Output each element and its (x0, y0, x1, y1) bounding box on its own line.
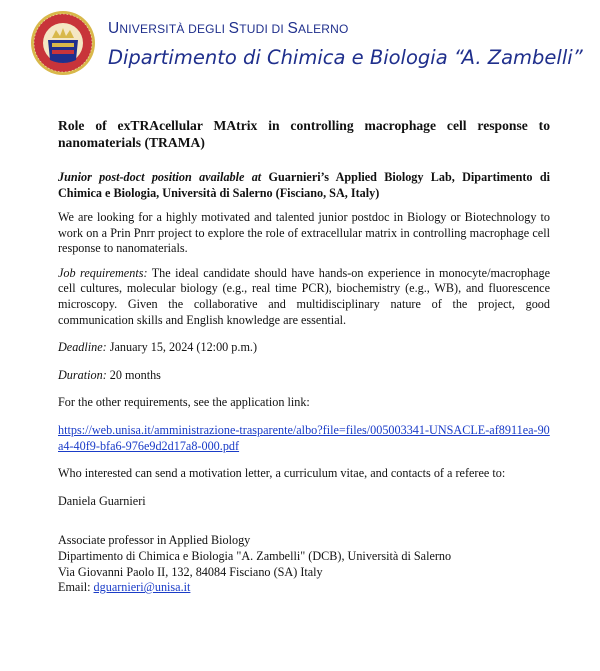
contact-name: Daniela Guarnieri (58, 493, 146, 508)
deadline-line (58, 340, 550, 356)
position-subtitle (58, 169, 550, 201)
duration-value: 20 months (106, 367, 161, 382)
requirements-paragraph (58, 266, 550, 328)
document-title: Role of exTRAcellular MAtrix in controlling macrophage cell response to nanomaterials (TRAMA) (58, 118, 550, 150)
duration-line (58, 368, 550, 384)
deadline-value: January 15, 2024 (12:00 p.m.) (106, 340, 258, 355)
email-link[interactable]: dguarnieri@unisa.it (93, 580, 191, 595)
department-name: Dipartimento di Chimica e Biologia “A. Zambelli” (108, 46, 583, 69)
contact-block (58, 533, 550, 595)
university-name: UNIVERSITÀ DEGLI STUDI DI SALERNO (108, 20, 349, 37)
contact-address: Via Giovanni Paolo II, 132, 84084 Fisciano (SA) Italy (58, 564, 323, 579)
duration-label: Duration: (58, 367, 107, 382)
application-link-line (58, 423, 550, 454)
document-body (58, 118, 550, 596)
letterhead (20, 8, 590, 80)
contact-department: Dipartimento di Chimica e Biologia "A. Zambelli" (DCB), Università di Salerno (58, 548, 452, 563)
application-link[interactable]: https://web.unisa.it/amministrazione-trasparente/albo?file=files/005003341-UNSACLE-af8911ea-90a4-40f9-bfa6-976e9d2d17a8-000.pdf (58, 422, 550, 453)
requirements-text: The ideal candidate should have hands-on experience in monocyte/macrophage cell cultures, molecular biology (e.g., real time PCR), biochemistry (e.g., WB), and fluorescence microscopy. Given the collaborative and multidisciplinary nature of the project, good communication skills and English knowledge are essential. (58, 265, 551, 327)
contact-email-line (58, 580, 550, 596)
other-requirements-text: For the other requirements, see the application link: (58, 395, 310, 410)
contact-role: Associate professor in Applied Biology (58, 533, 251, 548)
subtitle-lab: Guarnieri’s Applied Biology Lab, Dipartimento di Chimica e Biologia, Università di Salerno (Fisciano, SA, Italy) (58, 170, 550, 200)
deadline-label: Deadline: (58, 340, 107, 355)
university-seal-icon (30, 10, 96, 76)
email-label: Email: (58, 580, 94, 595)
subtitle-intro: Junior post-doct position available at (58, 170, 269, 184)
requirements-label: Job requirements: (58, 265, 148, 280)
intro-paragraph: We are looking for a highly motivated and talented junior postdoc in Biology or Biotechnology to work on a Prin Pnrr project to explore the role of extracellular matrix in controlling macrophage cell response to nanomaterials. (58, 210, 550, 256)
send-instructions: Who interested can send a motivation letter, a curriculum vitae, and contacts of a referee to: (58, 466, 506, 481)
